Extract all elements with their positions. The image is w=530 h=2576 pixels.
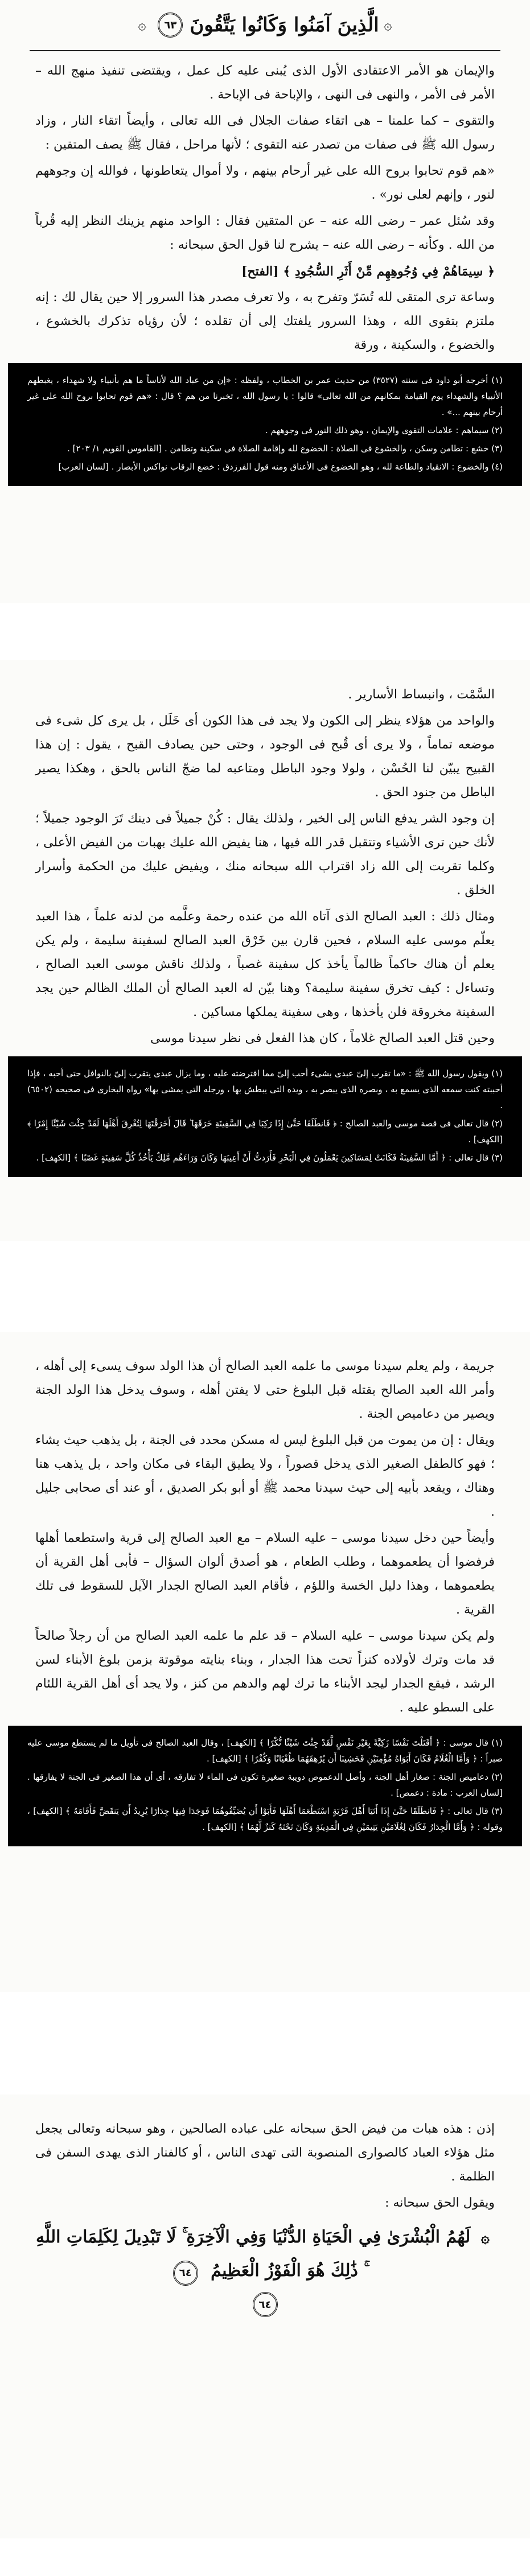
page-gap [0, 1992, 530, 2094]
footnote: (٣) قال تعالى : ﴿ فَانطَلَقَا حَتَّىٰ إِذَا أَتَيَا أَهْلَ قَرْيَةٍ اسْتَطْعَمَا أَهْلَهَا فَأَبَوْا أَن يُضَيِّفُوهُمَا فَوَجَدَا فِيهَا جِدَارًا يُرِيدُ أَن يَنقَضَّ فَأَقَامَهُ ﴾ [الكهف] ، وقوله : ﴿ وَأَمَّا الْجِدَارُ فَكَانَ لِغُلَامَيْنِ يَتِيمَيْنِ فِي الْمَدِينَةِ وَكَانَ تَحْتَهُ كَنزٌ لَّهُمَا ﴾ [الكهف] . [27, 1806, 503, 1832]
quran-verse: ﴿ سِيمَاهُمْ فِي وُجُوهِهِم مِّنْ أَثَرِ السُّجُودِ ﴾ [الفتح] [241, 264, 495, 279]
footnote: (٢) قال تعالى فى قصة موسى والعبد الصالح : ﴿ فَانطَلَقَا حَتَّىٰ إِذَا رَكِبَا فِي السَّفِينَةِ خَرَقَهَا ۖ قَالَ أَخَرَقْتَهَا لِتُغْرِقَ أَهْلَهَا لَقَدْ جِئْتَ شَيْئًا إِمْرًا ﴾ [الكهف] . [27, 1118, 503, 1145]
document-page-1 [0, 0, 530, 603]
page-gap [0, 603, 530, 660]
footnote: (١) قال موسى : ﴿ أَقَتَلْتَ نَفْسًا زَكِيَّةً بِغَيْرِ نَفْسٍ لَّقَدْ جِئْتَ شَيْئًا نُّكْرًا ﴾ [الكهف] ، وقال العبد الصالح فى تأويل ما لم يستطع موسى عليه صبراً : ﴿ وَأَمَّا الْغُلَامُ فَكَانَ أَبَوَاهُ مُؤْمِنَيْنِ فَخَشِينَا أَن يُرْهِقَهُمَا طُغْيَانًا وَكُفْرًا ﴾ [الكهف] . [27, 1738, 503, 1764]
footnotes-block [8, 1726, 522, 1846]
paragraph: وقد سُئل عمر – رضى الله عنه – عن المتقين فقال : الواحد منهم يزينك النظر إليه قُرباً من الله . وكأنه – رضى الله عنه – يشرح لنا قول الحق سبحانه : [35, 214, 495, 252]
quran-verse-block [35, 2221, 495, 2287]
footnote: (٣) خشع : تطامن وسكن ، والخشوع فى الصلاة : الخضوع لله وإقامة الصلاة فى سكينة وتطامن . [القاموس القويم ١/ ٢٠٣] . [67, 443, 503, 454]
paragraph: والواحد من هؤلاء ينظر إلى الكون ولا يجد فى هذا الكون أى خَلَل ، بل يرى كل شىء فى موضعه تماماً ، ولا يرى أى قُبح فى الوجود ، وحتى حين يصادف القبح ، يقول : إن هذا القبيح يبيّن لنا الحُسْن ، ولولا وجود الباطل ومتاعبه لما ضجّ الناس بالحق ، وهكذا يصير الباطل من جنود الحق . [35, 714, 495, 800]
paragraph: جريمة ، ولم يعلم سيدنا موسى ما علمه العبد الصالح أن هذا الولد سوف يسىء إلى أهله ، وأمر الله العبد الصالح بقتله قبل البلوغ حتى لا يفتن أهله ، وسوف يدخل هذا الولد الجنة ويصير من دعاميص الجنة . [35, 1359, 495, 1421]
hadith-quote: «هم قوم تحابوا بروح الله على غير أرحام بينهم ، ولا أموال يتعاطونها ، فوالله إن وجوههم لنور ، وإنهم لعلى نور» . [35, 164, 495, 202]
page-footer [35, 2292, 495, 2317]
document-page-4 [0, 2094, 530, 2538]
document-page-3 [0, 1332, 530, 1992]
paragraph: ويقول الحق سبحانه : [385, 2196, 495, 2210]
verse-number-badge: ٦٤ [173, 2261, 198, 2286]
footnote: (١) ويقول رسول الله ﷺ : «ما تقرب إلىّ عبدى بشىء أحب إلىّ مما افترضته عليه ، وما يزال عبدى يتقرب إلىّ بالنوافل حتى أحبه ، فإذا أحببته كنت سمعه الذى يسمع به ، وبصره الذى يبصر به ، ويده التى يبطش بها ، ورجله التى يمشى بها» رواه البخارى فى صحيحه (٦٥٠٢) . [27, 1068, 503, 1110]
page-gap [0, 1241, 530, 1332]
paragraph: ويقال : إن من يموت من قبل البلوغ ليس له مسكن محدد فى الجنة ، بل يذهب حيث يشاء ؛ فهو كالطفل الصغير الذى يدخل قصوراً ، ولا يطيق البقاء فى مكان واحد ، بل يذهب هنا وهناك ، ويقعد بأبيه إلى حيث سيدنا محمد ﷺ أو أبو بكر الصديق ، أو عند أى صحابى جليل . [35, 1433, 495, 1519]
ornament-right-icon: ۞ [383, 17, 392, 34]
footnotes-block [8, 363, 522, 486]
page-header [30, 0, 500, 51]
paragraph: وحين قتل العبد الصالح غلاماً ، كان هذا الفعل فى نظر سيدنا موسى [150, 1031, 495, 1046]
paragraph: السَّمْت ، وانبساط الأسارير . [348, 688, 495, 702]
paragraph: وأيضاً حين دخل سيدنا موسى – عليه السلام – مع العبد الصالح إلى قرية واستطعما أهلها فرفضوا أن يطعموهما ، وطلب الطعام ، هو أصدق ألوان السؤال – فأبى أهل القرية أن يطعموهما ، وهذا دليل الخسة واللؤم ، فأقام العبد الصالح الجدار الآيل للسقوط فى تلك القرية . [35, 1531, 495, 1617]
page-number-badge: ٦٤ [253, 2292, 278, 2317]
paragraph: ولم يكن سيدنا موسى – عليه السلام – قد علم ما علمه العبد الصالح من أن رجلاً صالحاً قد مات وترك لأولاده كنزاً تحت هذا الجدار ، وبناء بنايته موقوتة بزمن بلوغ الأبناء لسن الرشد ، فيقع الجدار ليجد الأبناء ما ترك لهم والدهم من كنز ، ولا يجد أى أهل القرية اللئام على السطو عليه . [35, 1629, 495, 1715]
page-number-badge: ٦٣ [158, 13, 183, 38]
paragraph: إذن : هذه هبات من فيض الحق سبحانه على عباده الصالحين ، وهو سبحانه وتعالى يجعل مثل هؤلاء العباد كالصوارى المنصوبة التى تهدى الناس ، أو كالفنار الذى يهدى السفن فى الظلمة . [35, 2122, 495, 2184]
paragraph: وساعة ترى المتقى لله تُسَرّ وتفرح به ، ولا تعرف مصدر هذا السرور إلا حين يقال لك : إنه ملتزم بتقوى الله ، وهذا السرور يلفتك إلى أن تقلده ؛ لأن رؤياه تذكرك بالخشوع ، والخضوع ، والسكينة ، ورقة [35, 290, 495, 352]
quran-verse: لَهُمُ الْبُشْرَىٰ فِي الْحَيَاةِ الدُّنْيَا وَفِي الْآخِرَةِ ۚ لَا تَبْدِيلَ لِكَلِمَاتِ اللَّهِ ۚ ذَٰلِكَ هُوَ الْفَوْزُ الْعَظِيمُ [35, 2227, 471, 2281]
footnote: (٤) والخضوع : الانقياد والطاعة لله ، وهو الخضوع فى الأعناق ومنه قول الفرزدق : خضع الرقاب نواكس الأبصار . [لسان العرب] [58, 462, 503, 472]
footnote: (٢) دعاميص الجنة : صغار أهل الجنة ، وأصل الدعموص دويبة صغيرة تكون فى الماء لا تفارقه ، أى أن هذا الصغير فى الجنة لا يفارقها . [لسان العرب : مادة : دعمص] . [27, 1772, 503, 1798]
paragraph: إن وجود الشر يدفع الناس إلى الخير ، ولذلك يقال : كُنْ جميلاً فى دينك تَرَ الوجود جميلاً ؛ لأنك حين ترى الأشياء وتتقبل قدر الله فيها ، هنا يفيض الله عليك بهبات من الفيض الأعلى ، وكلما تقربت إلى الله زاد اقتراب الله سبحانه منك ، ويفيض عليك من الحكمة وأسرار الخلق . [35, 812, 495, 898]
ornament-right-icon: ۞ [480, 2229, 490, 2246]
header-verse: الَّذِينَ آمَنُوا وَكَانُوا يَتَّقُونَ [190, 14, 379, 36]
document-page-2 [0, 660, 530, 1241]
footnotes-block [8, 1056, 522, 1177]
footnote: (٣) قال تعالى : ﴿ أَمَّا السَّفِينَةُ فَكَانَتْ لِمَسَاكِينَ يَعْمَلُونَ فِي الْبَحْرِ فَأَرَدتُّ أَنْ أَعِيبَهَا وَكَانَ وَرَاءَهُم مَّلِكٌ يَأْخُذُ كُلَّ سَفِينَةٍ غَصْبًا ﴾ [الكهف] . [36, 1153, 503, 1163]
paragraph: ومثال ذلك : العبد الصالح الذى آتاه الله من عنده رحمة وعلَّمه من لدنه علماً ، هذا العبد يعلّم موسى عليه السلام ، فحين قارن بين خَرْق العبد الصالح لسفينة سليمة ، ولم يكن يعلم أن هناك حاكماً ظالماً يأخذ كل سفينة غصباً ، ولذلك ناقش موسى العبد الصالح ، وتساءل : كيف تخرق سفينة سليمة؟ وهنا بيّن له العبد الصالح أن الملك الظالم حين يجد السفينة مخروقة فلن يأخذها ، وهى سفينة يملكها مساكين . [35, 910, 495, 1019]
ornament-left-icon: ۞ [138, 17, 147, 34]
paragraph: والإيمان هو الأمر الاعتقادى الأول الذى يُبنى عليه كل عمل ، ويقتضى تنفيذ منهج الله – الأمر فى الأمر ، والنهى فى النهى ، والإباحة فى الإباحة . [35, 64, 495, 102]
footnote: (٢) سيماهم : علامات التقوى والإيمان ، وهو ذلك النور فى وجوههم . [265, 425, 503, 435]
paragraph: والتقوى – كما علمنا – هى اتقاء صفات الجلال فى الله تعالى ، وأيضاً اتقاء النار ، وزاد رسول الله ﷺ فى صفات من تصدر عنه التقوى ؛ لأنها مراحل ، فقال ﷺ يصف المتقين : [35, 114, 495, 152]
footnote: (١) أخرجه أبو داود فى سننه (٣٥٢٧) من حديث عمر بن الخطاب ، ولفظه : «إن من عباد الله لأناساً ما هم بأنبياء ولا شهداء ، يغبطهم الأنبياء والشهداء يوم القيامة بمكانهم من الله تعالى» قالوا : يا رسول الله ، تخبرنا من هم ؟ قال : «هم قوم تحابوا بروح الله على غير أرحام بينهم ...» . [27, 375, 503, 417]
